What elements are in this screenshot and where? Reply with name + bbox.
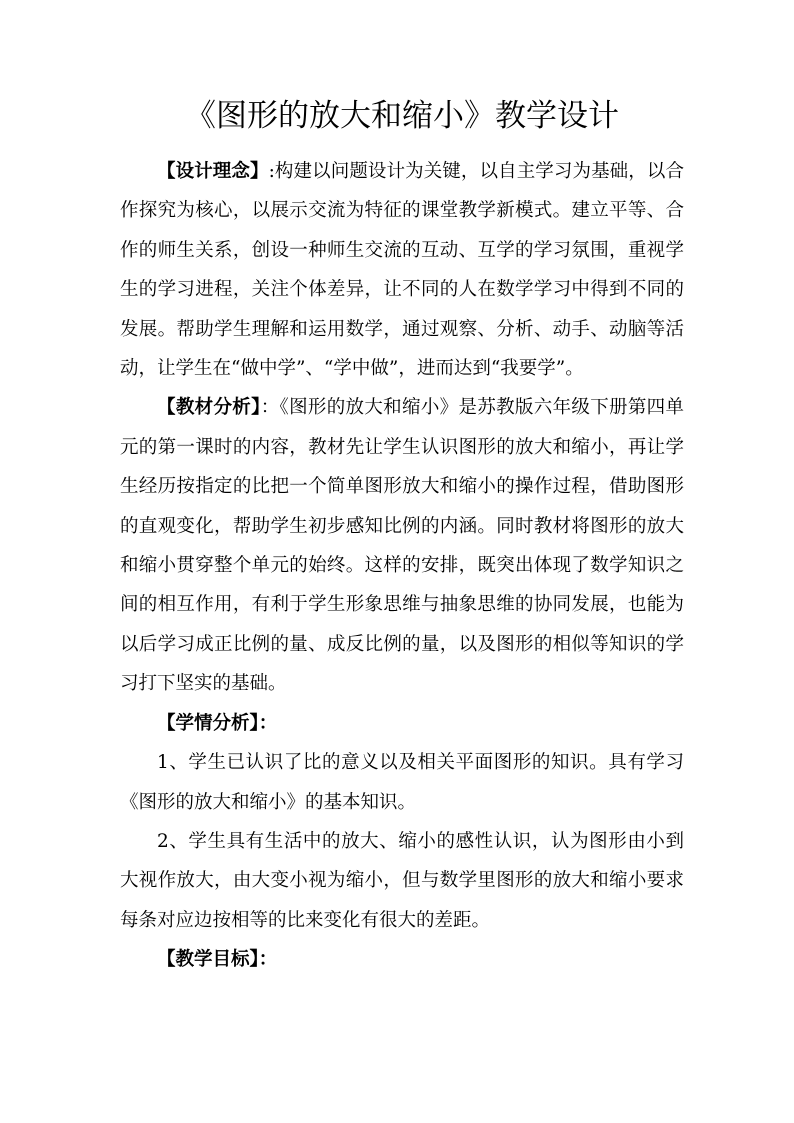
design-concept-paragraph xyxy=(120,152,684,388)
document-page xyxy=(120,96,684,980)
learner-analysis-item-2: 2、学生具有生活中的放大、缩小的感性认识，认为图形由小到大视作放大，由大变小视为缩小，但与数学里图形的放大和缩小要求每条对应边按相等的比来变化有很大的差距。 xyxy=(120,830,684,931)
learner-analysis-item-1: 1、学生已认识了比的意义以及相关平面图形的知识。具有学习《图形的放大和缩小》的基本知识。 xyxy=(120,752,684,813)
textbook-analysis-paragraph xyxy=(120,388,684,703)
design-concept-text: :构建以问题设计为关键，以自主学习为基础，以合作探究为核心，以展示交流为特征的课堂教学新模式。建立平等、合作的师生关系，创设一种师生交流的互动、互学的学习氛围，重视学生的学习进程，关注个体差异，让不同的人在数学学习中得到不同的发展。帮助学生理解和运用数学，通过观察、分析、动手、动脑等活动，让学生在“做中学”、“学中做”，进而达到“我要学”。 xyxy=(120,161,684,380)
teaching-goals-heading: 【教学目标】： xyxy=(157,949,278,971)
textbook-analysis-text: ：《图形的放大和缩小》是苏教版六年级下册第四单元的第一课时的内容，教材先让学生认识图形的放大和缩小，再让学生经历按指定的比把一个简单图形放大和缩小的操作过程，借助图形的直观变化，帮助学生初步感知比例的内涵。同时教材将图形的放大和缩小贯穿整个单元的始终。这样的安排，既突出体现了数学知识之间的相互作用，有利于学生形象思维与抽象思维的协同发展，也能为以后学习成正比例的量、成反比例的量，以及图形的相似等知识的学习打下坚实的基础。 xyxy=(120,397,684,695)
document-title: 《图形的放大和缩小》教学设计 xyxy=(185,98,619,134)
learner-analysis-paragraph xyxy=(120,704,684,743)
teaching-goals-paragraph xyxy=(120,940,684,979)
learner-analysis-heading: 【学情分析】： xyxy=(157,712,278,734)
design-concept-heading: 【设计理念】 xyxy=(157,161,269,182)
textbook-analysis-heading: 【教材分析】 xyxy=(157,397,261,419)
